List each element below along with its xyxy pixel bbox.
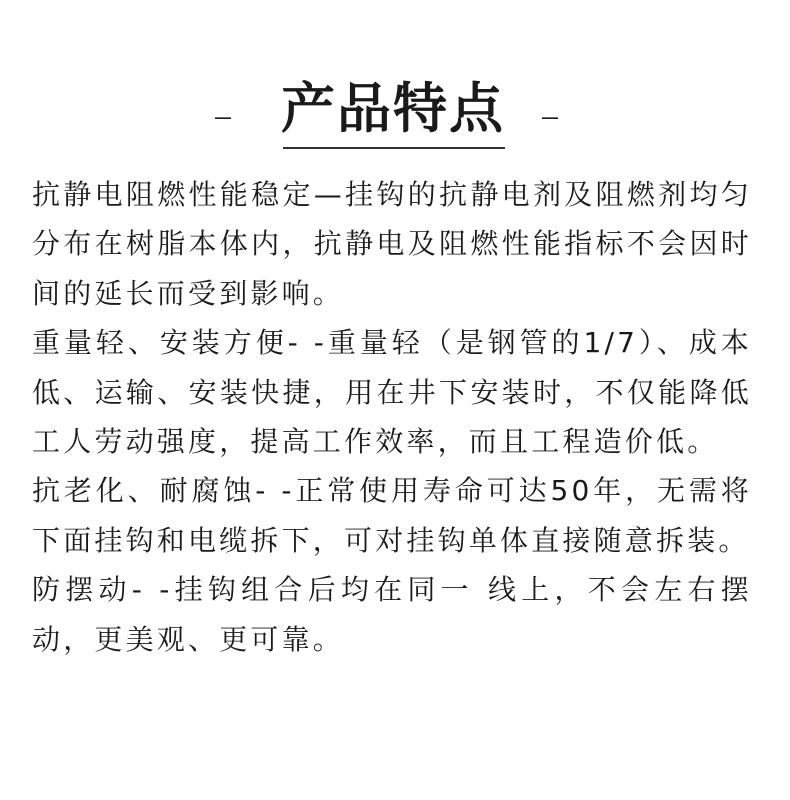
feature-lightweight-easy-install: 重量轻、安装方便- -重量轻（是钢管的1/7）、成本低、运输、安装快捷，用在井下安装时，不仅能降低工人劳动强度，提高工作效率，而且工程造价低。 (32, 326, 752, 459)
header-dash-right: – (540, 93, 560, 139)
header-dash-left: – (213, 93, 233, 139)
feature-anti-swing: 防摆动- -挂钩组合后均在同一 线上，不会左右摆动，更美观、更可靠。 (32, 573, 752, 656)
feature-anti-aging-corrosion: 抗老化、耐腐蚀- -正常使用寿命可达50年，无需将下面挂钩和电缆拆下，可对挂钩单体直接随意拆装。 (32, 474, 752, 557)
feature-antistatic-flame-retardant: 抗静电阻燃性能稳定—挂钩的抗静电剂及阻燃剂均匀分布在树脂本体内，抗静电及阻燃性能指标不会因时间的延长而受到影响。 (32, 178, 752, 310)
feature-list (32, 170, 752, 664)
section-header (0, 72, 790, 162)
page-title: 产品特点 (281, 76, 505, 140)
title-underline (283, 147, 505, 149)
